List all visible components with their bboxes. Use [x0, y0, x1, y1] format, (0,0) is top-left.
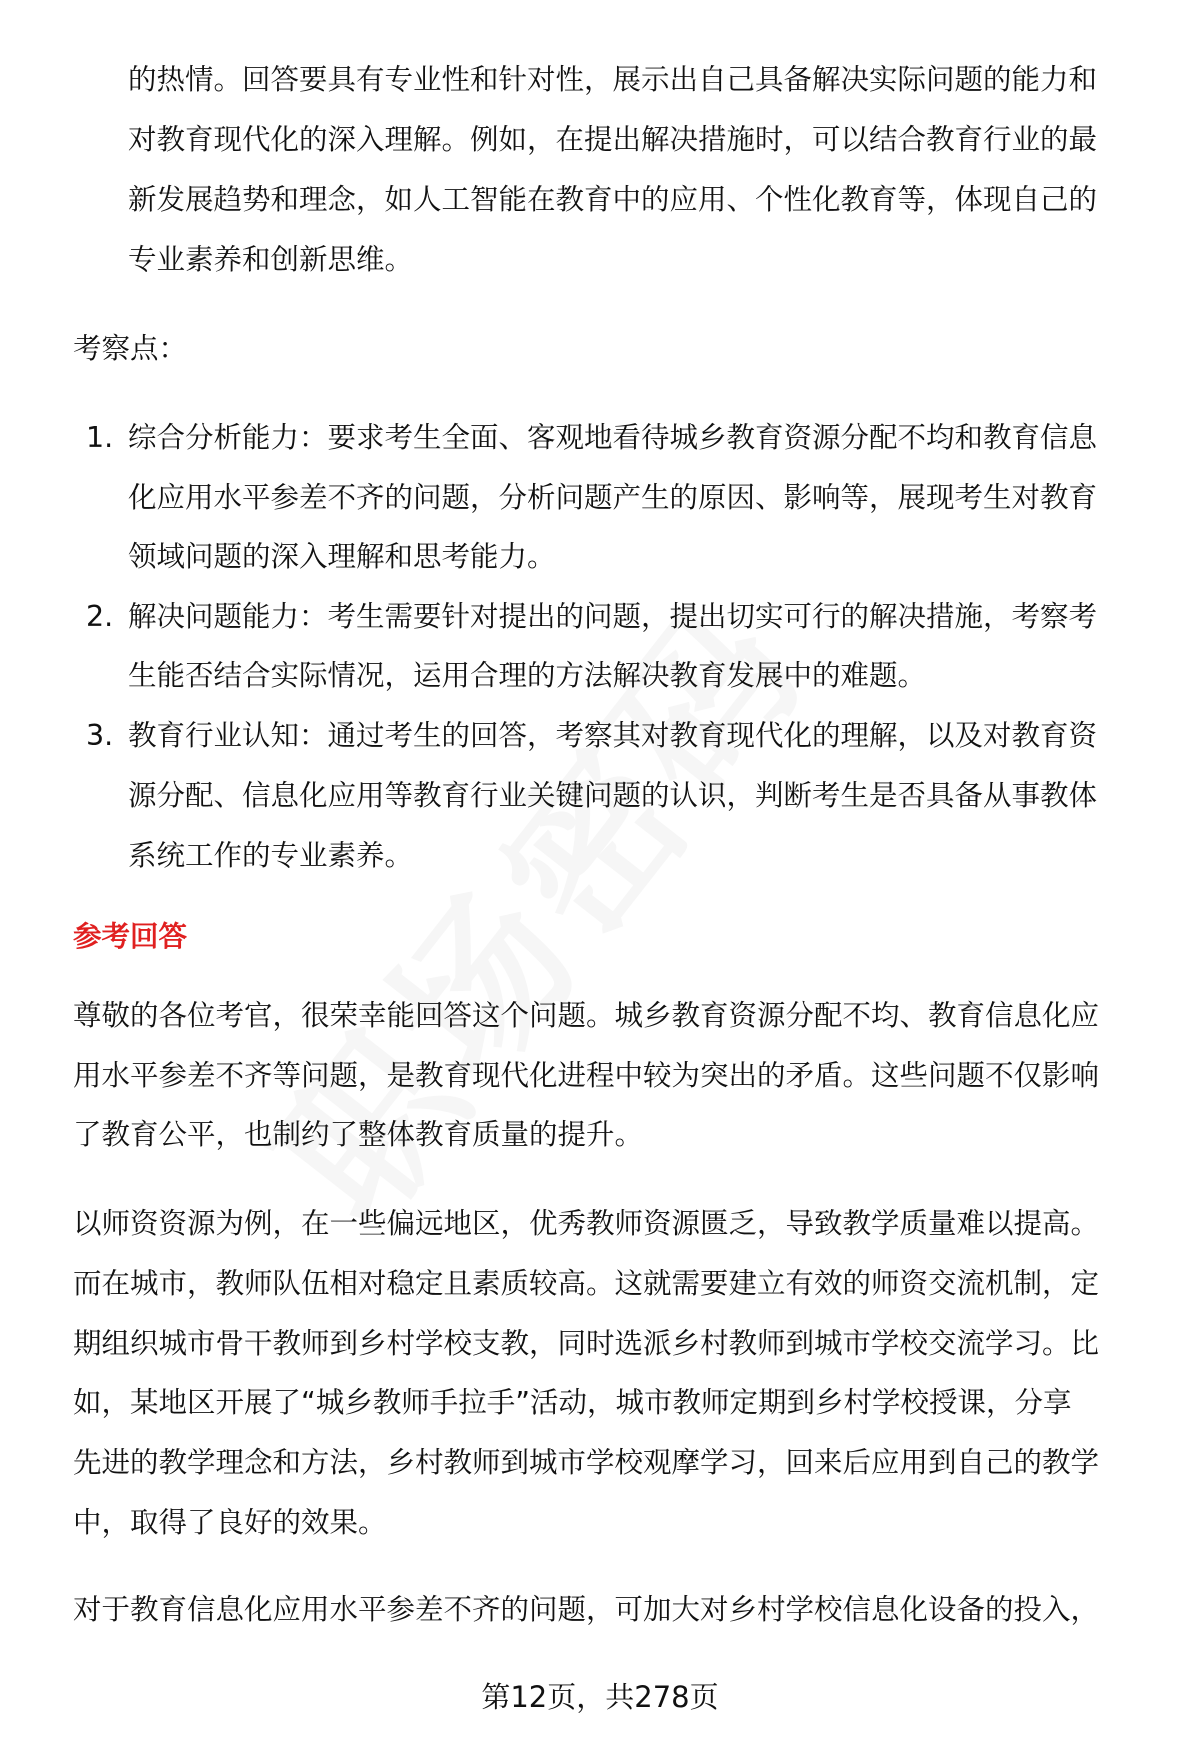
- text-line: 的热情。回答要具有专业性和针对性，展示出自己具备解决实际问题的能力和: [128, 63, 1098, 96]
- text-line: 用水平参差不齐等问题，是教育现代化进程中较为突出的矛盾。这些问题不仅影响: [73, 1059, 1100, 1092]
- list-item-line: 综合分析能力：要求考生全面、客观地看待城乡教育资源分配不均和教育信息: [128, 421, 1098, 454]
- list-item-line: 教育行业认知：通过考生的回答，考察其对教育现代化的理解，以及对教育资: [128, 719, 1098, 752]
- text-line: 新发展趋势和理念，如人工智能在教育中的应用、个性化教育等，体现自己的: [128, 183, 1098, 216]
- list-item-line: 源分配、信息化应用等教育行业关键问题的认识，判断考生是否具备从事教体: [128, 779, 1098, 812]
- text-line: 专业素养和创新思维。: [128, 243, 414, 276]
- list-number: 2.: [86, 600, 114, 633]
- text-line: 了教育公平，也制约了整体教育质量的提升。: [73, 1118, 644, 1151]
- text-line: 中，取得了良好的效果。: [73, 1506, 387, 1539]
- text-line: 尊敬的各位考官，很荣幸能回答这个问题。城乡教育资源分配不均、教育信息化应: [73, 999, 1100, 1032]
- list-item-line: 化应用水平参差不齐的问题，分析问题产生的原因、影响等，展现考生对教育: [128, 481, 1098, 514]
- page-number: 第12页，共278页: [481, 1680, 719, 1714]
- list-item-line: 生能否结合实际情况，运用合理的方法解决教育发展中的难题。: [128, 659, 927, 692]
- text-line: 对于教育信息化应用水平参差不齐的问题，可加大对乡村学校信息化设备的投入，: [73, 1593, 1100, 1626]
- list-item-line: 领域问题的深入理解和思考能力。: [128, 540, 556, 573]
- text-line: 先进的教学理念和方法，乡村教师到城市学校观摩学习，回来后应用到自己的教学: [73, 1446, 1100, 1479]
- text-line: 期组织城市骨干教师到乡村学校支教，同时选派乡村教师到城市学校交流学习。比: [73, 1327, 1100, 1360]
- list-number: 1.: [86, 421, 114, 454]
- list-number: 3.: [86, 719, 114, 752]
- text-line: 对教育现代化的深入理解。例如，在提出解决措施时，可以结合教育行业的最: [128, 123, 1098, 156]
- list-item-line: 解决问题能力：考生需要针对提出的问题，提出切实可行的解决措施，考察考: [128, 600, 1098, 633]
- answer-heading: 参考回答: [73, 920, 188, 953]
- text-line: 以师资资源为例，在一些偏远地区，优秀教师资源匮乏，导致教学质量难以提高。: [73, 1207, 1100, 1240]
- list-item-line: 系统工作的专业素养。: [128, 839, 414, 872]
- text-line: 如，某地区开展了“城乡教师手拉手”活动，城市教师定期到乡村学校授课，分享: [73, 1386, 1072, 1419]
- points-heading: 考察点：: [73, 332, 188, 365]
- text-line: 而在城市，教师队伍相对稳定且素质较高。这就需要建立有效的师资交流机制，定: [73, 1267, 1100, 1300]
